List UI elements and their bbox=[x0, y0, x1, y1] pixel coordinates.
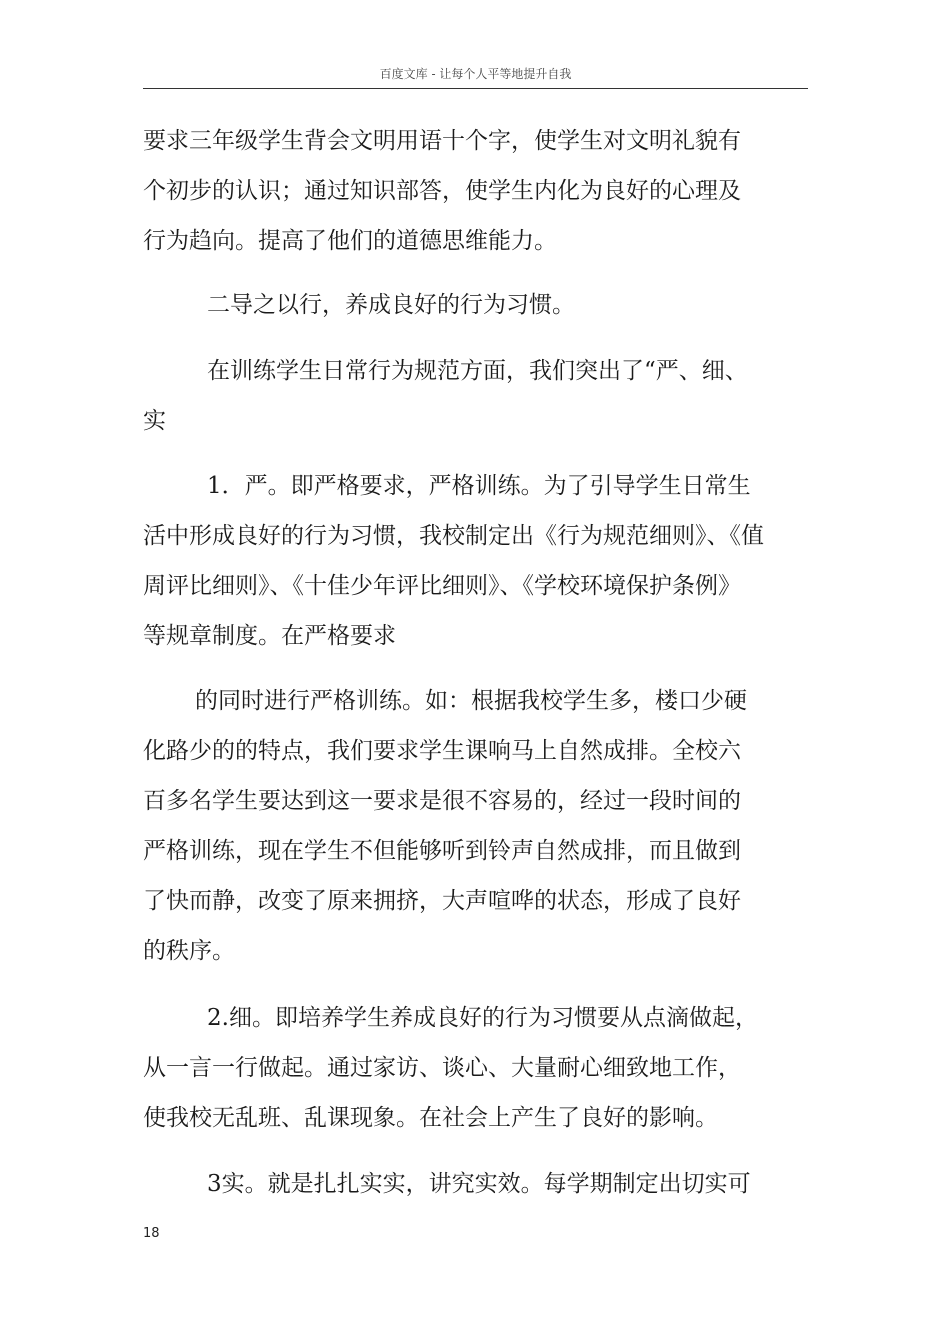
text-line: 2.细。即培养学生养成良好的行为习惯要从点滴做起， bbox=[207, 1005, 758, 1031]
text-line: 行为趋向。提高了他们的道德思维能力。 bbox=[143, 228, 557, 254]
text-line: 个初步的认识；通过知识部答，使学生内化为良好的心理及 bbox=[143, 178, 741, 204]
text-line: 活中形成良好的行为习惯，我校制定出《行为规范细则》、《值 bbox=[143, 523, 764, 549]
text-line: 严格训练，现在学生不但能够听到铃声自然成排，而且做到 bbox=[143, 838, 741, 864]
page-header: 百度文库 - 让每个人平等地提升自我 bbox=[143, 64, 808, 89]
text-line: 等规章制度。在严格要求 bbox=[143, 623, 396, 649]
text-line: 实 bbox=[143, 408, 166, 434]
text-line: 二导之以行，养成良好的行为习惯。 bbox=[207, 292, 575, 318]
text-line: 从一言一行做起。通过家访、谈心、大量耐心细致地工作， bbox=[143, 1055, 741, 1081]
text-line: 的同时进行严格训练。如：根据我校学生多，楼口少硬 bbox=[195, 688, 747, 714]
text-line: 3实。就是扎扎实实，讲究实效。每学期制定出切实可 bbox=[207, 1171, 751, 1197]
text-line: 化路少的的特点，我们要求学生课响马上自然成排。全校六 bbox=[143, 738, 741, 764]
text-line: 使我校无乱班、乱课现象。在社会上产生了良好的影响。 bbox=[143, 1105, 718, 1131]
text-line: 在训练学生日常行为规范方面，我们突出了“严、细、 bbox=[207, 358, 748, 384]
page-number: 18 bbox=[143, 1226, 160, 1241]
text-line: 1．严。即严格要求，严格训练。为了引导学生日常生 bbox=[207, 473, 751, 499]
text-line: 了快而静，改变了原来拥挤，大声喧哗的状态，形成了良好 bbox=[143, 888, 741, 914]
text-line: 的秩序。 bbox=[143, 938, 235, 964]
text-line: 要求三年级学生背会文明用语十个字，使学生对文明礼貌有 bbox=[143, 128, 741, 154]
text-line: 百多名学生要达到这一要求是很不容易的，经过一段时间的 bbox=[143, 788, 741, 814]
text-line: 周评比细则》、《十佳少年评比细则》、《学校环境保护条例》 bbox=[143, 573, 741, 599]
